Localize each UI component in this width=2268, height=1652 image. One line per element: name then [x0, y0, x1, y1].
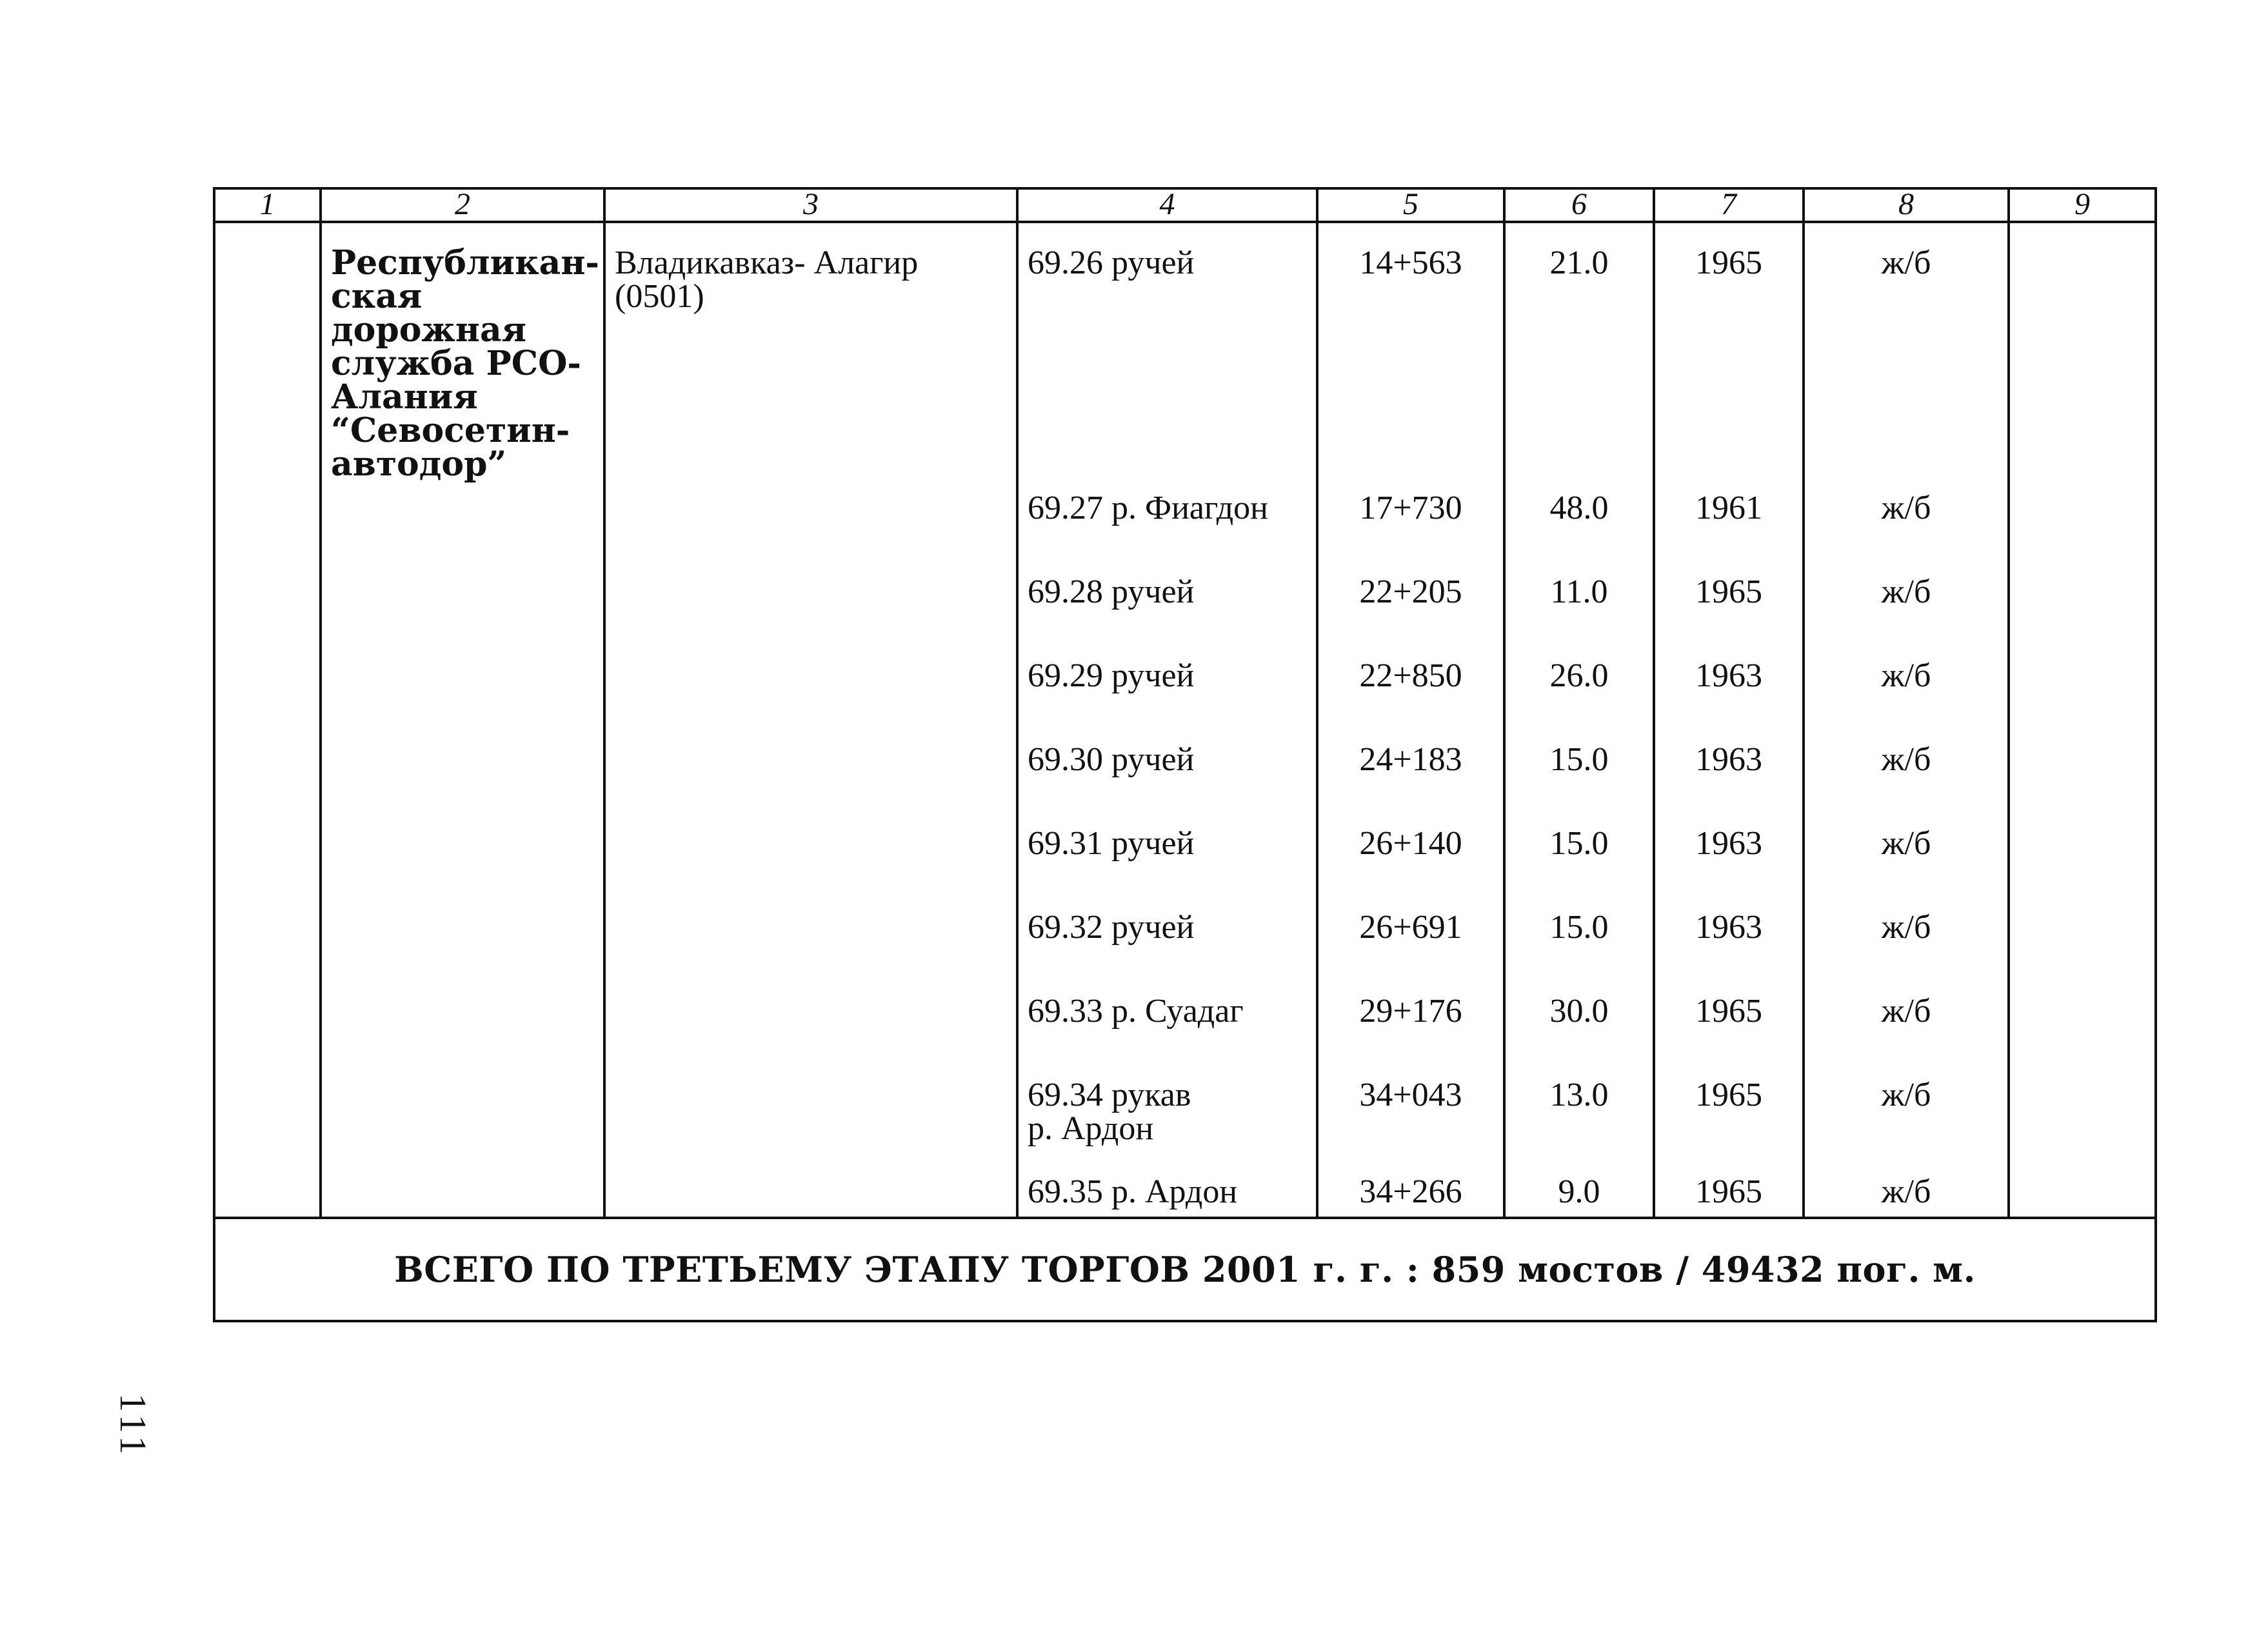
header-cell: 4 [1017, 188, 1317, 222]
km-cell: 26+140 [1317, 808, 1504, 891]
organization-line: автодор” [331, 444, 507, 484]
km-cell: 24+183 [1317, 724, 1504, 808]
km-cell: 22+205 [1317, 556, 1504, 640]
header-cell: 1 [214, 188, 321, 222]
km-cell: 14+563 [1317, 222, 1504, 472]
material-cell: ж/б [1804, 724, 2009, 808]
km-cell: 17+730 [1317, 472, 1504, 556]
organization-line: ская дорожная [331, 277, 527, 350]
bridge-name-cell: 69.31 ручей [1017, 808, 1317, 891]
row-number-cell [214, 222, 321, 1218]
note-cell [2009, 472, 2156, 556]
bridge-name-line: р. Ардон [1028, 1110, 1154, 1147]
year-cell: 1965 [1654, 1175, 1804, 1218]
bridge-table [213, 187, 2157, 1322]
material-cell: ж/б [1804, 1175, 2009, 1218]
length-cell: 30.0 [1504, 975, 1654, 1059]
length-cell: 11.0 [1504, 556, 1654, 640]
organization-line: Алания [331, 377, 478, 417]
bridge-name-cell: 69.28 ручей [1017, 556, 1317, 640]
note-cell [2009, 975, 2156, 1059]
material-cell: ж/б [1804, 640, 2009, 724]
year-cell: 1963 [1654, 891, 1804, 975]
header-cell: 6 [1504, 188, 1654, 222]
header-cell: 7 [1654, 188, 1804, 222]
material-cell: ж/б [1804, 891, 2009, 975]
year-cell: 1963 [1654, 808, 1804, 891]
note-cell [2009, 1175, 2156, 1218]
total-row [214, 1218, 2156, 1321]
length-cell: 13.0 [1504, 1059, 1654, 1175]
length-cell: 21.0 [1504, 222, 1654, 472]
note-cell [2009, 222, 2156, 472]
page-number: 111 [112, 1393, 154, 1458]
note-cell [2009, 1059, 2156, 1175]
length-cell: 26.0 [1504, 640, 1654, 724]
material-cell: ж/б [1804, 1059, 2009, 1175]
year-cell: 1961 [1654, 472, 1804, 556]
material-cell: ж/б [1804, 808, 2009, 891]
organization-cell [321, 222, 604, 1218]
note-cell [2009, 808, 2156, 891]
road-line: Владикавказ- Алагир [615, 244, 919, 281]
header-cell: 3 [604, 188, 1017, 222]
note-cell [2009, 724, 2156, 808]
material-cell: ж/б [1804, 975, 2009, 1059]
note-cell [2009, 640, 2156, 724]
note-cell [2009, 891, 2156, 975]
bridge-name-cell: 69.27 р. Фиагдон [1017, 472, 1317, 556]
km-cell: 22+850 [1317, 640, 1504, 724]
header-row [214, 188, 2156, 222]
organization-line: “Севосетин- [331, 411, 570, 450]
header-cell: 9 [2009, 188, 2156, 222]
header-cell: 8 [1804, 188, 2009, 222]
organization-line: Республикан- [331, 243, 599, 283]
organization-line: служба РСО- [331, 344, 581, 383]
table-row [214, 222, 2156, 472]
year-cell: 1963 [1654, 724, 1804, 808]
bridge-name-cell: 69.33 р. Суадаг [1017, 975, 1317, 1059]
total-summary: ВСЕГО ПО ТРЕТЬЕМУ ЭТАПУ ТОРГОВ 2001 г. г. : 859 мостов / 49432 пог. м. [214, 1218, 2156, 1321]
length-cell: 15.0 [1504, 724, 1654, 808]
length-cell: 9.0 [1504, 1175, 1654, 1218]
material-cell: ж/б [1804, 222, 2009, 472]
bridge-name-cell: 69.29 ручей [1017, 640, 1317, 724]
length-cell: 15.0 [1504, 808, 1654, 891]
year-cell: 1963 [1654, 640, 1804, 724]
year-cell: 1965 [1654, 222, 1804, 472]
material-cell: ж/б [1804, 472, 2009, 556]
road-line: (0501) [615, 278, 704, 315]
bridge-name-cell [1017, 1059, 1317, 1175]
year-cell: 1965 [1654, 1059, 1804, 1175]
bridge-name-line: 69.34 рукав [1028, 1077, 1191, 1113]
km-cell: 34+266 [1317, 1175, 1504, 1218]
length-cell: 48.0 [1504, 472, 1654, 556]
km-cell: 29+176 [1317, 975, 1504, 1059]
length-cell: 15.0 [1504, 891, 1654, 975]
header-cell: 5 [1317, 188, 1504, 222]
bridge-name-cell: 69.30 ручей [1017, 724, 1317, 808]
header-cell: 2 [321, 188, 604, 222]
km-cell: 34+043 [1317, 1059, 1504, 1175]
bridge-name-cell: 69.35 р. Ардон [1017, 1175, 1317, 1218]
road-cell [604, 222, 1017, 1218]
material-cell: ж/б [1804, 556, 2009, 640]
bridge-name-cell: 69.26 ручей [1017, 222, 1317, 472]
km-cell: 26+691 [1317, 891, 1504, 975]
note-cell [2009, 556, 2156, 640]
year-cell: 1965 [1654, 975, 1804, 1059]
bridge-table-container [213, 187, 2154, 1322]
year-cell: 1965 [1654, 556, 1804, 640]
bridge-name-cell: 69.32 ручей [1017, 891, 1317, 975]
